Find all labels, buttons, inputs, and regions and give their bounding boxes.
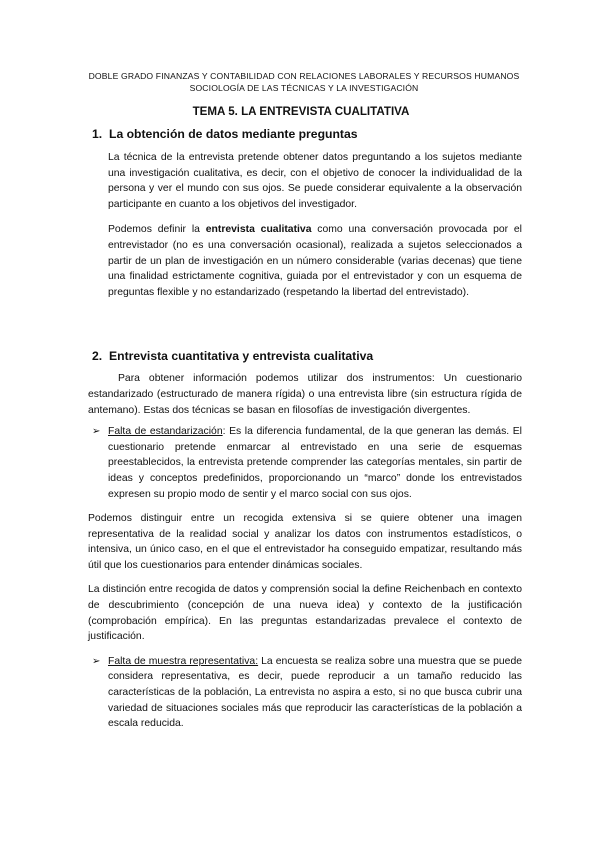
bullet-2-text (108, 654, 522, 732)
section-2-heading-text: Entrevista cuantitativa y entrevista cualitativa (109, 349, 374, 364)
bullet-1-body: : Es la diferencia fundamental, de la que generan las demás. El cuestionario pretende enmarcar al entrevistado en una serie de esquemas preestablecidos, la entrevista pretende comprender las categorías mentales, sin partir de ideas y conceptos predefinidos, proporcionando un “marco” donde los entrevistados expresen su propio modo de sentir y el marco social con sus ojos. (108, 426, 522, 500)
section-2-heading (92, 349, 522, 363)
paragraph-2-lead: Podemos definir la (108, 224, 206, 236)
paragraph-reichenbach: La distinción entre recogida de datos y comprensión social la define Reichenbach en contexto de descubrimiento (concepción de una nueva idea) y contexto de la justificación (comprobación empírica). En las preguntas estandarizadas prevalece el contexto de justificación. (88, 584, 522, 643)
section-2-intro: Para obtener información podemos utilizar dos instrumentos: Un cuestionario estandarizado (estructurado de manera rígida) o una entrevista libre (sin estructura rígida de antemano). Estas dos técnicas se basan en filosofías de investigación divergentes. (88, 373, 522, 416)
arrow-bullet-icon: ➢ (92, 655, 101, 667)
section-1-heading-text: La obtención de datos mediante preguntas (109, 127, 358, 141)
bullet-2-label: Falta de muestra representativa: (108, 655, 259, 667)
arrow-bullet-icon: ➢ (92, 426, 101, 438)
bullet-list-1 (88, 424, 522, 502)
paragraph-distinguir: Podemos distinguir entre un recogida extensiva si se quiere obtener una imagen representativa de la realidad social y analizar los datos con instrumentos estadísticos, o intensiva, un único caso, en el que el entrevistador ha conseguido empatizar, resultando más útil que los cuestionarios para entender dinámicas sociales. (88, 513, 522, 571)
header-line-1: DOBLE GRADO FINANZAS Y CONTABILIDAD CON RELACIONES LABORALES Y RECURSOS HUMANOS (88, 71, 520, 81)
bullet-2-body: La encuesta se realiza sobre una muestra que se puede considera representativa, es decir, puede reproducir a un tamaño reducido las características de la población, La entrevista no aspira a esto, si no que busca cubrir una variedad de situaciones sociales más que reproducir las características de la población a escala reducida. (108, 655, 522, 730)
paragraph-2-rest: como una conversación provocada por el entrevistador (no es una conversación ocasional), realizada a sujetos seleccionados a partir de un plan de investigación en un número considerable (varias decenas) que tiene una finalidad estrictamente cognitiva, guiada por el entrevistador y con un esquema de preguntas flexible y no estandarizado (respetando la libertad del entrevistado). (108, 224, 522, 298)
section-1-paragraph-1: La técnica de la entrevista pretende obtener datos preguntando a los sujetos mediante una investigación cualitativa, es decir, con el objetivo de conocer la individualidad de la persona y ver el mundo con sus ojos. Se puede considerar equivalente a la observación participante en cuanto a los objetivos del investigador. (108, 152, 522, 210)
section-1-number: 1. (92, 127, 103, 141)
section-1-paragraph-2 (108, 222, 522, 300)
bullet-1-text (108, 424, 522, 502)
section-1-body (108, 150, 522, 300)
paragraph-2-keyword: entrevista cualitativa (205, 224, 312, 236)
header-line-2: SOCIOLOGÍA DE LAS TÉCNICAS Y LA INVESTIGACIÓN (189, 83, 419, 93)
section-2-number: 2. (92, 349, 103, 364)
bullet-item-muestra (88, 654, 522, 732)
section-1-heading (92, 127, 522, 141)
document-title: TEMA 5. LA ENTREVISTA CUALITATIVA (192, 105, 410, 118)
bullet-1-label: Falta de estandarización (108, 426, 223, 438)
bullet-item-estandarizacion (88, 424, 522, 502)
bullet-list-2 (88, 654, 522, 732)
document-header (74, 70, 534, 94)
section-2-body (88, 371, 522, 731)
